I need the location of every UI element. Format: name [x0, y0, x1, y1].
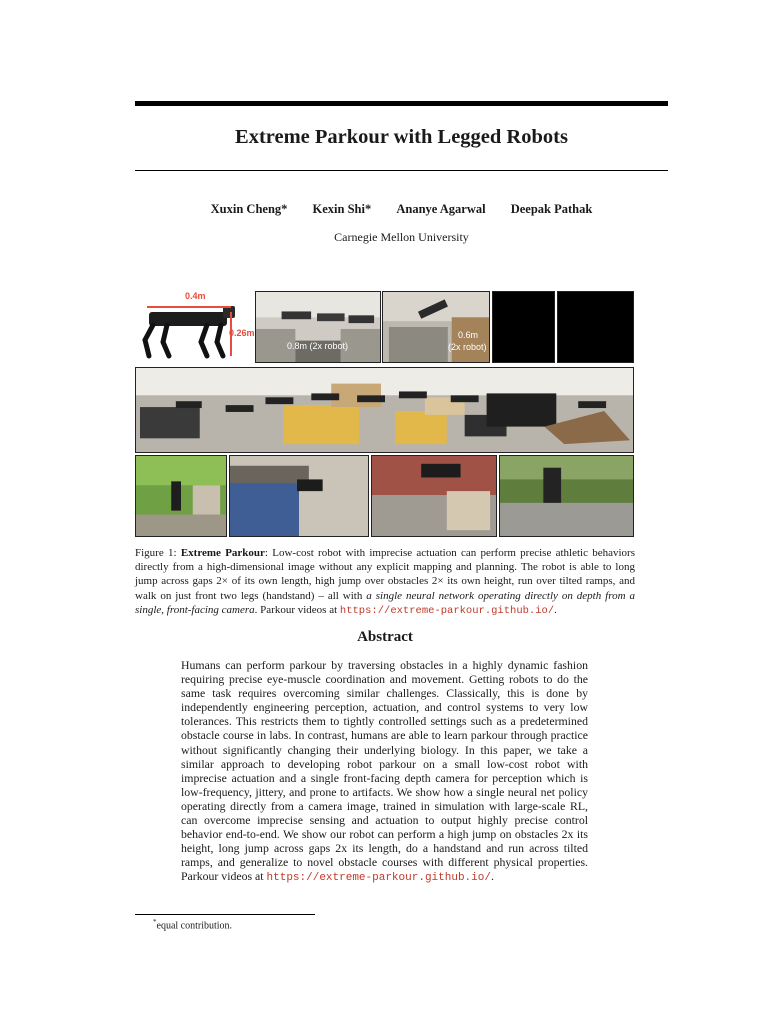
- abstract-end: .: [490, 869, 494, 884]
- handstand-grass-photo: [135, 455, 227, 537]
- author-2: Kexin Shi*: [312, 202, 372, 216]
- high-jump-label-line2: (2x robot): [448, 342, 487, 352]
- outdoor-ramp-photo: [499, 455, 634, 537]
- abstract-heading: Abstract: [357, 629, 413, 645]
- author-1: Xuxin Cheng*: [210, 202, 288, 216]
- footnote-rule: [135, 914, 315, 915]
- caption-italic: a single neural network operating directly on depth from a single, front-facing camera: [135, 589, 635, 616]
- figure-caption: [135, 546, 635, 618]
- abstract-body: [181, 658, 588, 886]
- caption-text2: . Parkour videos at: [254, 603, 340, 616]
- title-rule: [135, 170, 668, 171]
- abstract-text: Humans can perform parkour by traversing obstacles in a highly dynamic fashion requiring precise eye-muscle coordination and movement. Getting robots to do the same task requires overcoming similar challenges. Classically, this is done by independently engineering perception, actuation, and control systems to very low tolerances. This restricts them to tightly controlled settings such as a predetermined obstacle course in labs. In contrast, humans are able to learn parkour through practice without significantly changing their underlying biology. In this paper, we take a similar approach to developing robot parkour on a small low-cost robot with imprecise actuation and a single front-facing depth camera for perception which is low-frequency, jittery, and prone to artifacts. We show how a single neural net policy operating directly from a camera image, trained in simulation with large-scale RL, can overcome imprecise sensing and actuation to output highly precise control behavior end-to-end. We show our robot can perform a high jump on obstacles 2x its height, long jump across gaps 2x its length, do a handstand and run across tilted ramps, and generalize to novel obstacle courses with different physical properties. Parkour videos at: [181, 658, 588, 884]
- box-climb-photo: [229, 455, 369, 537]
- top-rule: [135, 101, 668, 106]
- gap-jump-photo: [255, 291, 381, 363]
- depth-frame-2: [557, 291, 634, 363]
- gap-jump-label: 0.8m (2x robot): [287, 341, 349, 351]
- high-jump-label-line1: 0.6m: [458, 330, 479, 340]
- obstacle-course-photo: [135, 367, 634, 453]
- high-jump-photo: [382, 291, 490, 363]
- footnote-text: equal contribution.: [156, 920, 233, 932]
- wooden-step-photo: [371, 455, 497, 537]
- author-4: Deepak Pathak: [510, 202, 593, 216]
- author-list: [135, 202, 668, 217]
- caption-label: Figure 1:: [135, 547, 177, 559]
- paper-title: Extreme Parkour with Legged Robots: [235, 126, 568, 148]
- author-3: Ananye Agarwal: [396, 202, 486, 216]
- caption-bold: Extreme Parkour: [180, 547, 265, 559]
- affiliation: Carnegie Mellon University: [334, 230, 469, 244]
- caption-text: : Low-cost robot with imprecise actuation can perform precise athletic behaviors directly from a high-dimensional image without any explicit mapping and planning. The robot is able to long jump across gaps 2× of its own length, high jump over obstacles 2× its own height, run over tilted ramps, and walk on just front two legs (handstand) – all with: [135, 547, 635, 602]
- depth-frame-1: [492, 291, 555, 363]
- abstract-link[interactable]: https://extreme-parkour.github.io/: [266, 872, 491, 885]
- robot-length-label: 0.4m: [185, 291, 206, 301]
- caption-link[interactable]: https://extreme-parkour.github.io/: [339, 604, 555, 617]
- robot-height-label: 0.26m: [229, 328, 255, 338]
- caption-end: .: [554, 603, 557, 616]
- footnote: [153, 918, 232, 931]
- footnote-mark: *: [153, 918, 157, 926]
